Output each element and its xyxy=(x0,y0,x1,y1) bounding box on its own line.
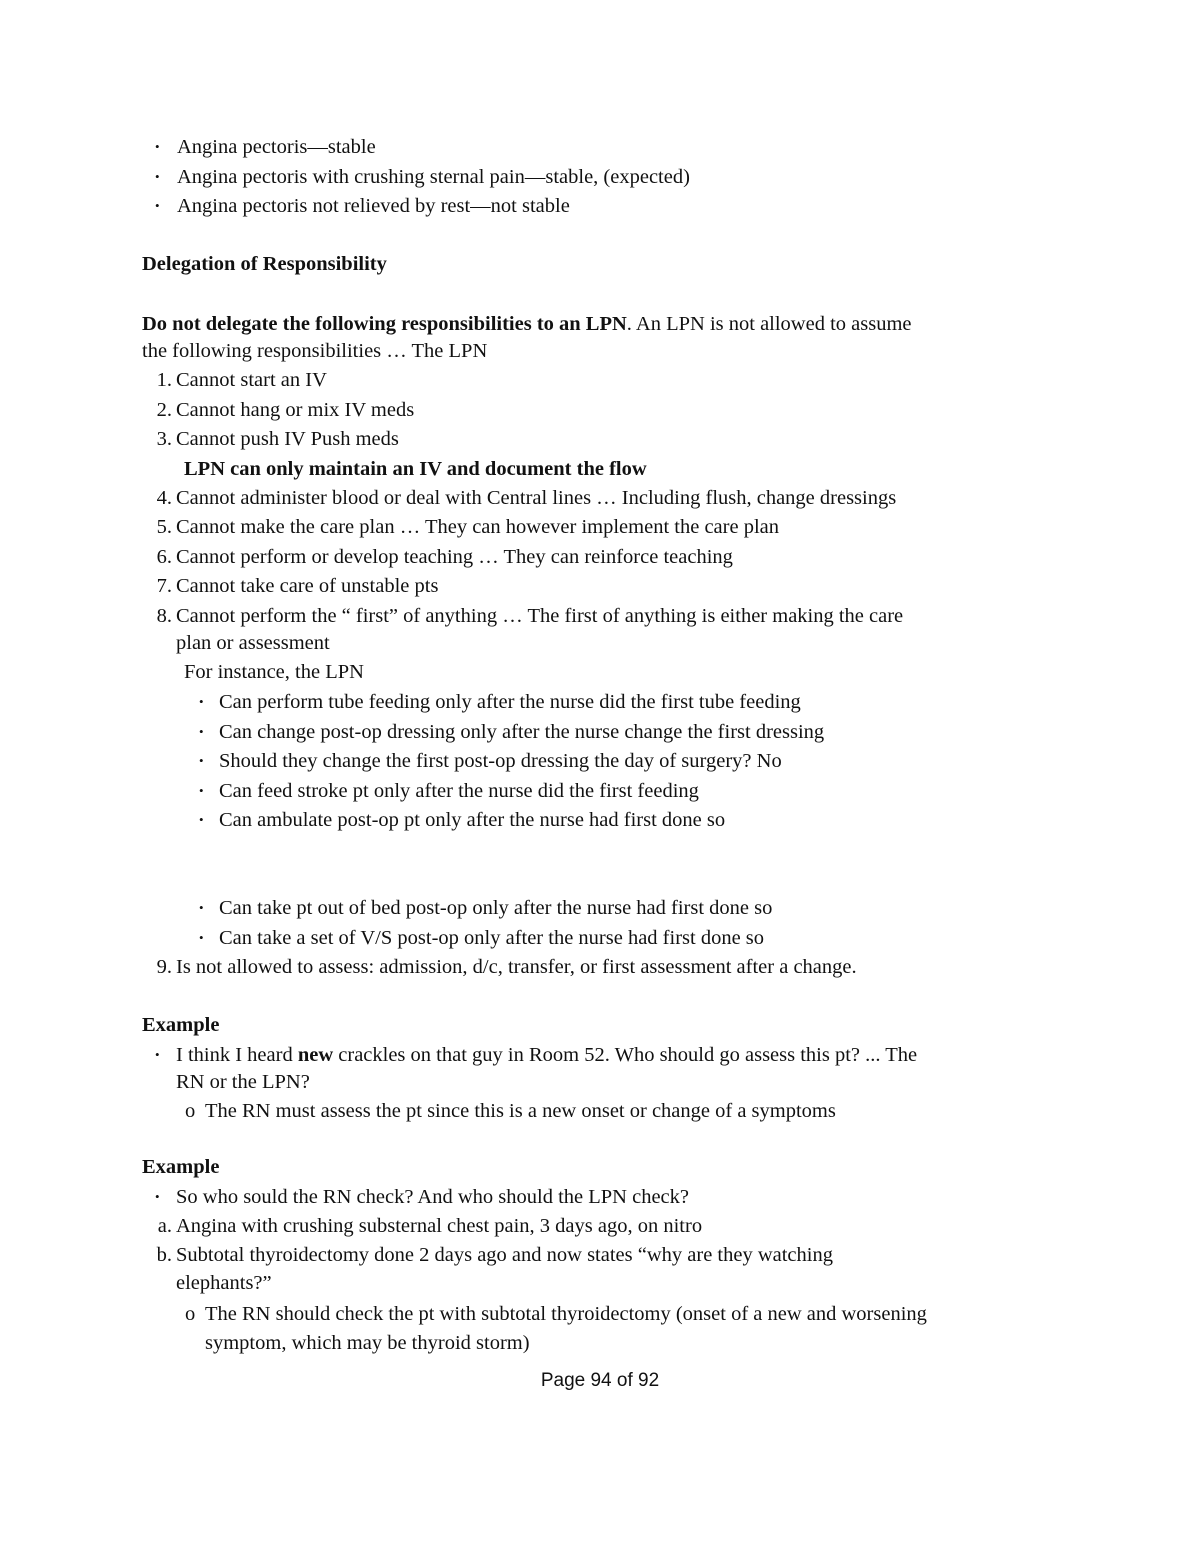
question-text: crackles on that guy in Room 52. Who should go assess this pt? ... The xyxy=(333,1044,918,1066)
iv-note: LPN can only maintain an IV and document the flow xyxy=(184,458,647,480)
bullet-icon: • xyxy=(199,930,204,945)
bullet-icon: • xyxy=(199,694,204,709)
bullet-icon: • xyxy=(199,900,204,915)
item-number: 5. xyxy=(156,516,172,538)
option-text-continuation: elephants?” xyxy=(176,1272,272,1294)
example-answer: The RN must assess the pt since this is a new onset or change of a symptoms xyxy=(205,1100,836,1122)
bullet-icon: • xyxy=(199,812,204,827)
instance-bullet: Can take a set of V/S post-op only after the nurse had first done so xyxy=(219,927,765,949)
example-heading: Example xyxy=(142,1156,220,1178)
item-number: 9. xyxy=(156,956,172,978)
instance-bullet: Can perform tube feeding only after the nurse did the first tube feeding xyxy=(219,691,801,713)
page-number: Page 94 of 92 xyxy=(540,1370,660,1391)
list-item: Cannot take care of unstable pts xyxy=(176,575,439,597)
bullet-icon: • xyxy=(155,1047,160,1062)
intro-rest: . An LPN is not allowed to assume xyxy=(626,313,912,335)
instance-bullet: Can take pt out of bed post-op only after the nurse had first done so xyxy=(219,897,773,919)
item-number: 8. xyxy=(156,605,172,627)
intro-bold: Do not delegate the following responsibilities to an LPN xyxy=(142,313,627,335)
bullet-icon: • xyxy=(155,169,160,184)
item-number: 6. xyxy=(156,546,172,568)
example-heading: Example xyxy=(142,1014,220,1036)
circle-bullet-icon: o xyxy=(185,1303,196,1325)
bullet-icon: • xyxy=(155,139,160,154)
example-question: So who sould the RN check? And who should the LPN check? xyxy=(176,1186,689,1208)
list-item: Cannot perform or develop teaching … They can reinforce teaching xyxy=(176,546,733,568)
list-item: Cannot start an IV xyxy=(176,369,327,391)
item-number: 7. xyxy=(156,575,172,597)
item-number: 4. xyxy=(156,487,172,509)
option-text: Angina with crushing substernal chest pain, 3 days ago, on nitro xyxy=(176,1215,703,1237)
list-item: Cannot push IV Push meds xyxy=(176,428,399,450)
intro-line-2: the following responsibilities … The LPN xyxy=(142,340,488,362)
question-text: I think I heard xyxy=(176,1044,298,1066)
instance-bullet: Can feed stroke pt only after the nurse did the first feeding xyxy=(219,780,699,802)
instance-label: For instance, the LPN xyxy=(184,661,364,683)
list-item-continuation: plan or assessment xyxy=(176,632,330,654)
intro-line-1 xyxy=(142,310,912,338)
bullet-icon: • xyxy=(199,724,204,739)
example-question-continuation: RN or the LPN? xyxy=(176,1071,310,1093)
option-text: Subtotal thyroidectomy done 2 days ago and now states “why are they watching xyxy=(176,1244,833,1266)
bullet-icon: • xyxy=(155,198,160,213)
list-item: Cannot make the care plan … They can however implement the care plan xyxy=(176,516,779,538)
section-heading: Delegation of Responsibility xyxy=(142,253,387,275)
example-question xyxy=(176,1041,917,1069)
circle-bullet-icon: o xyxy=(185,1100,196,1122)
instance-bullet: Should they change the first post-op dressing the day of surgery? No xyxy=(219,750,782,772)
list-item: Cannot perform the “ first” of anything … The first of anything is either making the care xyxy=(176,605,904,627)
instance-bullet: Can change post-op dressing only after the nurse change the first dressing xyxy=(219,721,825,743)
top-bullet-2: Angina pectoris with crushing sternal pain—stable, (expected) xyxy=(177,166,690,188)
instance-bullet: Can ambulate post-op pt only after the nurse had first done so xyxy=(219,809,726,831)
bullet-icon: • xyxy=(199,783,204,798)
top-bullet-3: Angina pectoris not relieved by rest—not stable xyxy=(177,195,570,217)
option-label: b. xyxy=(156,1244,172,1266)
option-label: a. xyxy=(157,1215,172,1237)
bullet-icon: • xyxy=(199,753,204,768)
item-number: 1. xyxy=(156,369,172,391)
list-item: Cannot hang or mix IV meds xyxy=(176,399,415,421)
item-number: 2. xyxy=(156,399,172,421)
example-answer: The RN should check the pt with subtotal thyroidectomy (onset of a new and worsening xyxy=(205,1303,927,1325)
list-item: Cannot administer blood or deal with Central lines … Including flush, change dressings xyxy=(176,487,897,509)
example-answer-continuation: symptom, which may be thyroid storm) xyxy=(205,1332,530,1354)
question-emphasis: new xyxy=(297,1044,334,1066)
list-item: Is not allowed to assess: admission, d/c, transfer, or first assessment after a change. xyxy=(176,956,857,978)
top-bullet-1: Angina pectoris—stable xyxy=(177,136,376,158)
item-number: 3. xyxy=(156,428,172,450)
bullet-icon: • xyxy=(155,1189,160,1204)
